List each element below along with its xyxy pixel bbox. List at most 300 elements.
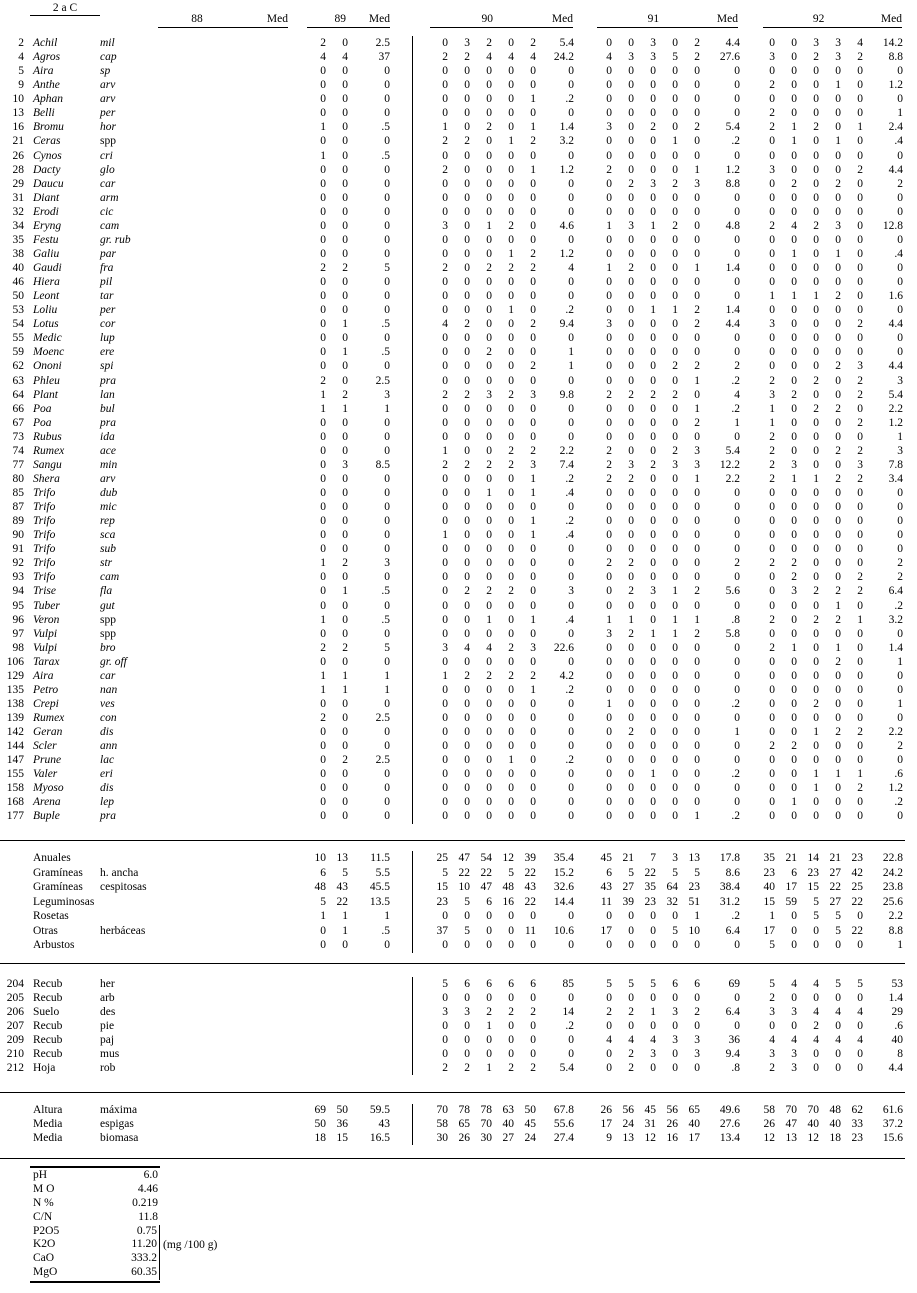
y92-count: 2 <box>769 107 775 120</box>
species-row <box>0 739 917 753</box>
y88-empty <box>160 739 303 753</box>
y91-med: 6.4 <box>725 1006 740 1018</box>
y92-count: 0 <box>791 37 797 49</box>
y92-count: 0 <box>857 65 863 78</box>
y90-count: 0 <box>508 233 514 246</box>
y92-count: 0 <box>769 177 775 190</box>
y92-count: 35 <box>763 852 775 864</box>
y90-count: 0 <box>486 910 492 922</box>
y92-count: 0 <box>813 346 819 359</box>
column-divider <box>390 556 413 570</box>
species-row <box>0 641 917 655</box>
y90-count: 0 <box>486 740 492 753</box>
genus-label: Tuber <box>33 599 60 612</box>
species-row <box>0 261 917 275</box>
y92-count: 0 <box>791 416 797 429</box>
genus-label: Recub <box>33 1020 63 1032</box>
y91-count: 0 <box>606 910 612 922</box>
y92-count: 0 <box>857 1020 863 1032</box>
column-divider <box>390 149 413 163</box>
y89-count: 0 <box>342 726 348 739</box>
y91-med: 0 <box>734 740 740 753</box>
y89-count: 0 <box>342 712 348 724</box>
row-id: 80 <box>12 472 24 485</box>
y92-count: 0 <box>769 332 775 345</box>
y92-count: 0 <box>857 262 863 274</box>
genus-label: Rumex <box>33 444 65 457</box>
y89-count: 0 <box>342 304 348 317</box>
y91-count: 0 <box>606 487 612 499</box>
y88-empty <box>160 542 303 556</box>
y88-empty <box>160 851 303 866</box>
y90-count: 78 <box>458 1104 470 1116</box>
y90-count: 0 <box>486 515 492 528</box>
y91-count: 0 <box>650 430 656 443</box>
y90-count: 15 <box>436 881 448 893</box>
y89-count: 22 <box>336 895 348 908</box>
species-row <box>0 149 917 163</box>
y89-count: 10 <box>314 852 326 864</box>
species-label: mus <box>100 1048 120 1060</box>
species-row <box>0 191 917 205</box>
y89-med: 0 <box>384 768 390 781</box>
y91-count: 22 <box>644 866 656 879</box>
y92-med: 23.8 <box>882 881 903 893</box>
y91-med: 69 <box>728 978 740 990</box>
y89-count: 0 <box>320 444 326 457</box>
y90-count: 0 <box>530 712 536 724</box>
species-label: cam <box>100 219 120 232</box>
y91-count: 0 <box>606 712 612 724</box>
y90-count: 0 <box>508 992 514 1004</box>
y90-count: 0 <box>508 571 514 584</box>
y90-med: 0 <box>568 697 574 710</box>
y90-count: 0 <box>530 332 536 345</box>
y91-count: 32 <box>666 895 678 908</box>
y91-count: 0 <box>606 501 612 514</box>
y92-count: 2 <box>769 992 775 1004</box>
genus-label: Leont <box>33 290 60 303</box>
y91-med: .2 <box>731 402 740 415</box>
y89-count: 1 <box>320 121 326 134</box>
y90-count: 0 <box>486 683 492 696</box>
genus-label: Eryng <box>33 219 62 232</box>
species-label: hor <box>100 121 116 134</box>
y92-count: 0 <box>813 627 819 640</box>
year-group-92 <box>763 12 902 28</box>
y92-count: 70 <box>785 1104 797 1116</box>
y92-count: 1 <box>791 135 797 148</box>
y92-med: 0 <box>897 262 903 274</box>
y92-med: 0 <box>897 669 903 682</box>
y92-count: 0 <box>791 149 797 162</box>
y90-count: 0 <box>464 346 470 359</box>
y90-count: 16 <box>502 895 514 908</box>
y90-count: 0 <box>442 754 448 767</box>
y92-count: 0 <box>813 712 819 724</box>
y92-count: 22 <box>851 924 863 937</box>
y89-count: 0 <box>320 163 326 176</box>
species-row <box>0 458 917 472</box>
y89-count: 0 <box>320 107 326 120</box>
y92-count: 26 <box>763 1117 775 1130</box>
y90-count: 0 <box>464 599 470 612</box>
y91-count: 0 <box>694 388 700 401</box>
y89-count: 0 <box>342 571 348 584</box>
row-id: 147 <box>6 754 24 767</box>
y90-count: 5 <box>442 866 448 879</box>
y92-count: 0 <box>769 304 775 317</box>
y92-count: 1 <box>813 782 819 795</box>
y90-count: 2 <box>442 1062 448 1074</box>
soil-row <box>30 1183 160 1197</box>
column-divider <box>390 991 413 1005</box>
y88-empty <box>160 472 303 486</box>
row-id: 50 <box>12 290 24 303</box>
y92-count: 4 <box>791 1034 797 1046</box>
y92-count: 13 <box>785 1131 797 1144</box>
y92-count: 0 <box>791 346 797 359</box>
y88-empty <box>160 163 303 177</box>
y91-count: 1 <box>628 613 634 626</box>
y91-count: 0 <box>672 515 678 528</box>
genus-label: Arena <box>33 796 61 809</box>
y92-count: 0 <box>813 1048 819 1060</box>
species-label: spi <box>100 360 114 373</box>
y92-count: 2 <box>857 444 863 457</box>
y91-count: 0 <box>672 163 678 176</box>
y91-count: 1 <box>650 219 656 232</box>
y91-count: 0 <box>606 346 612 359</box>
y92-count: 14 <box>807 852 819 864</box>
y92-count: 1 <box>813 726 819 739</box>
y92-med: 1.2 <box>888 782 903 795</box>
y92-count: 0 <box>813 487 819 499</box>
y91-count: 0 <box>628 163 634 176</box>
species-row <box>0 247 917 261</box>
y90-count: 0 <box>508 163 514 176</box>
y92-med: 2 <box>897 177 903 190</box>
y90-count: 0 <box>508 332 514 345</box>
y90-count: 0 <box>508 697 514 710</box>
y92-count: 23 <box>851 852 863 864</box>
y92-count: 0 <box>791 65 797 78</box>
species-label: gut <box>100 599 115 612</box>
y92-count: 0 <box>769 768 775 781</box>
y90-count: 0 <box>530 726 536 739</box>
y88-empty <box>160 134 303 148</box>
y88-empty <box>160 374 303 388</box>
y89-count <box>326 1019 348 1033</box>
row-id: 168 <box>6 796 24 809</box>
y88-empty <box>160 289 303 303</box>
y91-count: 0 <box>694 1062 700 1074</box>
y90-count: 0 <box>508 149 514 162</box>
y91-count: 0 <box>628 543 634 556</box>
y90-count: 0 <box>486 135 492 148</box>
genus-label: Aphan <box>33 93 64 106</box>
y92-count: 0 <box>791 374 797 387</box>
genus-label: Festu <box>33 233 59 246</box>
y90-count: 2 <box>486 458 492 471</box>
y89-count: 1 <box>342 683 348 696</box>
y91-count: 13 <box>688 852 700 864</box>
y91-count: 0 <box>672 726 678 739</box>
y92-count: 3 <box>769 388 775 401</box>
y91-count: 2 <box>650 458 656 471</box>
y92-count: 0 <box>769 135 775 148</box>
row-id: 212 <box>6 1062 24 1074</box>
y92-count: 2 <box>769 121 775 134</box>
row-id: 66 <box>12 402 24 415</box>
y91-med: .2 <box>731 810 740 823</box>
y92-count: 0 <box>813 276 819 289</box>
y89-count: 0 <box>342 219 348 232</box>
column-divider <box>390 795 413 809</box>
y90-count: 0 <box>486 557 492 570</box>
y91-count: 0 <box>628 247 634 260</box>
y92-med: 4.4 <box>888 360 903 373</box>
y91-count: 0 <box>606 810 612 823</box>
y91-count: 6 <box>606 866 612 879</box>
y88-empty <box>160 92 303 106</box>
y88-empty <box>160 924 303 939</box>
y91-med: 27.6 <box>719 51 740 64</box>
cover-row <box>0 1061 917 1075</box>
row-id: 53 <box>12 304 24 317</box>
y92-count: 0 <box>791 233 797 246</box>
y92-count: 2 <box>857 782 863 795</box>
row-id: 32 <box>12 205 24 218</box>
y92-count: 0 <box>813 458 819 471</box>
genus-label: Recub <box>33 978 63 990</box>
y90-count: 0 <box>508 924 514 937</box>
y91-count: 0 <box>650 360 656 373</box>
year-label: 89 <box>334 13 346 25</box>
y91-count: 0 <box>694 796 700 809</box>
y88-empty <box>160 866 303 881</box>
row-id: 94 <box>12 585 24 598</box>
y91-med: 0 <box>734 683 740 696</box>
column-divider <box>390 627 413 641</box>
y88-empty <box>160 599 303 613</box>
y91-count: 0 <box>694 683 700 696</box>
y90-med: 0 <box>568 233 574 246</box>
y91-count: 0 <box>694 939 700 951</box>
y89-count: 69 <box>314 1104 326 1116</box>
species-row <box>0 163 917 177</box>
y91-med: 6.4 <box>725 924 740 937</box>
y92-count: 0 <box>835 683 841 696</box>
y91-med: 0 <box>734 65 740 78</box>
y90-med: 1.4 <box>559 121 574 134</box>
y89-count: 15 <box>336 1131 348 1144</box>
y90-count: 0 <box>530 910 536 922</box>
y91-count: 0 <box>672 65 678 78</box>
y92-count: 0 <box>813 262 819 274</box>
y90-count: 0 <box>464 543 470 556</box>
y91-count: 17 <box>600 924 612 937</box>
med-label: Med <box>266 13 288 25</box>
y91-count: 0 <box>694 782 700 795</box>
species-label: ere <box>100 346 115 359</box>
y92-count: 0 <box>857 135 863 148</box>
row-id: 35 <box>12 233 24 246</box>
gap <box>24 1104 33 1118</box>
section-rule <box>0 963 905 964</box>
y92-count: 0 <box>791 683 797 696</box>
cover-row <box>0 1033 917 1047</box>
y90-count: 0 <box>508 740 514 753</box>
y90-count: 0 <box>486 1048 492 1060</box>
y92-med: 0 <box>897 501 903 514</box>
y92-count: 2 <box>857 388 863 401</box>
y92-count: 0 <box>769 191 775 204</box>
y90-count: 2 <box>530 37 536 49</box>
y90-count: 0 <box>464 557 470 570</box>
row-id: 91 <box>12 543 24 556</box>
y92-count: 0 <box>857 501 863 514</box>
y88-empty <box>160 938 303 953</box>
y91-count: 0 <box>694 290 700 303</box>
y90-med: 0 <box>568 910 574 922</box>
y91-med: 0 <box>734 501 740 514</box>
y92-count: 4 <box>791 978 797 990</box>
y92-med: 12.8 <box>882 219 903 232</box>
row-id: 34 <box>12 219 24 232</box>
y88-empty <box>160 345 303 359</box>
species-label <box>100 851 160 866</box>
y91-med: 1 <box>734 726 740 739</box>
y92-count: 0 <box>791 93 797 106</box>
y92-count: 0 <box>791 655 797 668</box>
y91-count: 0 <box>672 37 678 49</box>
y89-count: 0 <box>342 627 348 640</box>
column-divider <box>390 1132 413 1146</box>
y89-med: 0 <box>384 782 390 795</box>
y91-count: 2 <box>694 318 700 331</box>
y91-count: 0 <box>628 276 634 289</box>
year-group-88 <box>158 12 288 28</box>
genus-label: Vulpi <box>33 641 58 654</box>
y91-med: 4 <box>734 388 740 401</box>
y91-count: 0 <box>606 1048 612 1060</box>
y91-med: .8 <box>731 1062 740 1074</box>
cover-row <box>0 1005 917 1019</box>
column-divider <box>390 1019 413 1033</box>
y91-count: 0 <box>628 740 634 753</box>
y92-count: 0 <box>769 515 775 528</box>
y89-count: 0 <box>342 515 348 528</box>
species-row <box>0 345 917 359</box>
gap <box>24 78 33 92</box>
y90-med: 0 <box>568 107 574 120</box>
species-label: ves <box>100 697 115 710</box>
row-id: 206 <box>6 1006 24 1018</box>
y89-count: 0 <box>320 79 326 92</box>
y90-med: 0 <box>568 810 574 823</box>
y91-count: 0 <box>628 304 634 317</box>
species-label <box>100 909 160 924</box>
y91-count: 0 <box>606 416 612 429</box>
y90-count: 2 <box>530 444 536 457</box>
y90-count: 0 <box>464 613 470 626</box>
species-label: sp <box>100 65 111 78</box>
y91-count: 0 <box>628 501 634 514</box>
species-label: her <box>100 978 115 990</box>
species-label: car <box>100 669 116 682</box>
genus-label: Phleu <box>33 374 60 387</box>
y89-count: 0 <box>320 655 326 668</box>
y92-count: 0 <box>813 205 819 218</box>
med-label: Med <box>880 13 902 25</box>
y90-count: 0 <box>442 655 448 668</box>
y92-med: .4 <box>894 247 903 260</box>
y90-count: 4 <box>486 641 492 654</box>
y89-med: 0 <box>384 107 390 120</box>
y91-count: 0 <box>606 107 612 120</box>
y90-count: 1 <box>530 487 536 499</box>
y91-count: 3 <box>628 219 634 232</box>
y90-count: 0 <box>442 65 448 78</box>
y91-med: 0 <box>734 641 740 654</box>
y91-count: 0 <box>628 712 634 724</box>
row-id: 90 <box>12 529 24 542</box>
y91-count: 0 <box>672 79 678 92</box>
y92-med: 1 <box>897 107 903 120</box>
y91-count: 0 <box>672 472 678 485</box>
y91-count: 0 <box>628 697 634 710</box>
column-divider <box>390 416 413 430</box>
column-divider <box>390 1104 413 1118</box>
y91-count: 0 <box>694 191 700 204</box>
row-id: 54 <box>12 318 24 331</box>
row-id <box>0 895 24 910</box>
y90-count: 0 <box>530 754 536 767</box>
y92-count: 0 <box>769 754 775 767</box>
soil-param-label: CaO <box>33 1252 55 1265</box>
y92-med: 53 <box>891 978 903 990</box>
y92-count: 0 <box>835 810 841 823</box>
y89-count: 0 <box>342 135 348 148</box>
y90-count: 0 <box>486 360 492 373</box>
y89-count: 1 <box>342 924 348 937</box>
y90-med: 0 <box>568 416 574 429</box>
y90-count: 0 <box>530 939 536 951</box>
y89-count: 0 <box>342 233 348 246</box>
y92-count: 1 <box>813 768 819 781</box>
med-label: Med <box>716 13 738 25</box>
y90-count: 0 <box>486 444 492 457</box>
y92-count: 23 <box>807 866 819 879</box>
y90-count: 5 <box>508 866 514 879</box>
y92-count: 0 <box>791 163 797 176</box>
gap <box>24 977 33 991</box>
column-divider <box>390 247 413 261</box>
y91-count: 1 <box>650 304 656 317</box>
y91-count: 0 <box>650 191 656 204</box>
y91-med: 0 <box>734 669 740 682</box>
y90-med: 0 <box>568 599 574 612</box>
y91-count: 0 <box>650 163 656 176</box>
y92-count: 0 <box>791 599 797 612</box>
column-divider <box>390 261 413 275</box>
y92-count: 0 <box>813 557 819 570</box>
y92-count: 2 <box>835 290 841 303</box>
y91-count: 0 <box>672 149 678 162</box>
y90-count: 2 <box>530 135 536 148</box>
y91-count: 0 <box>672 402 678 415</box>
